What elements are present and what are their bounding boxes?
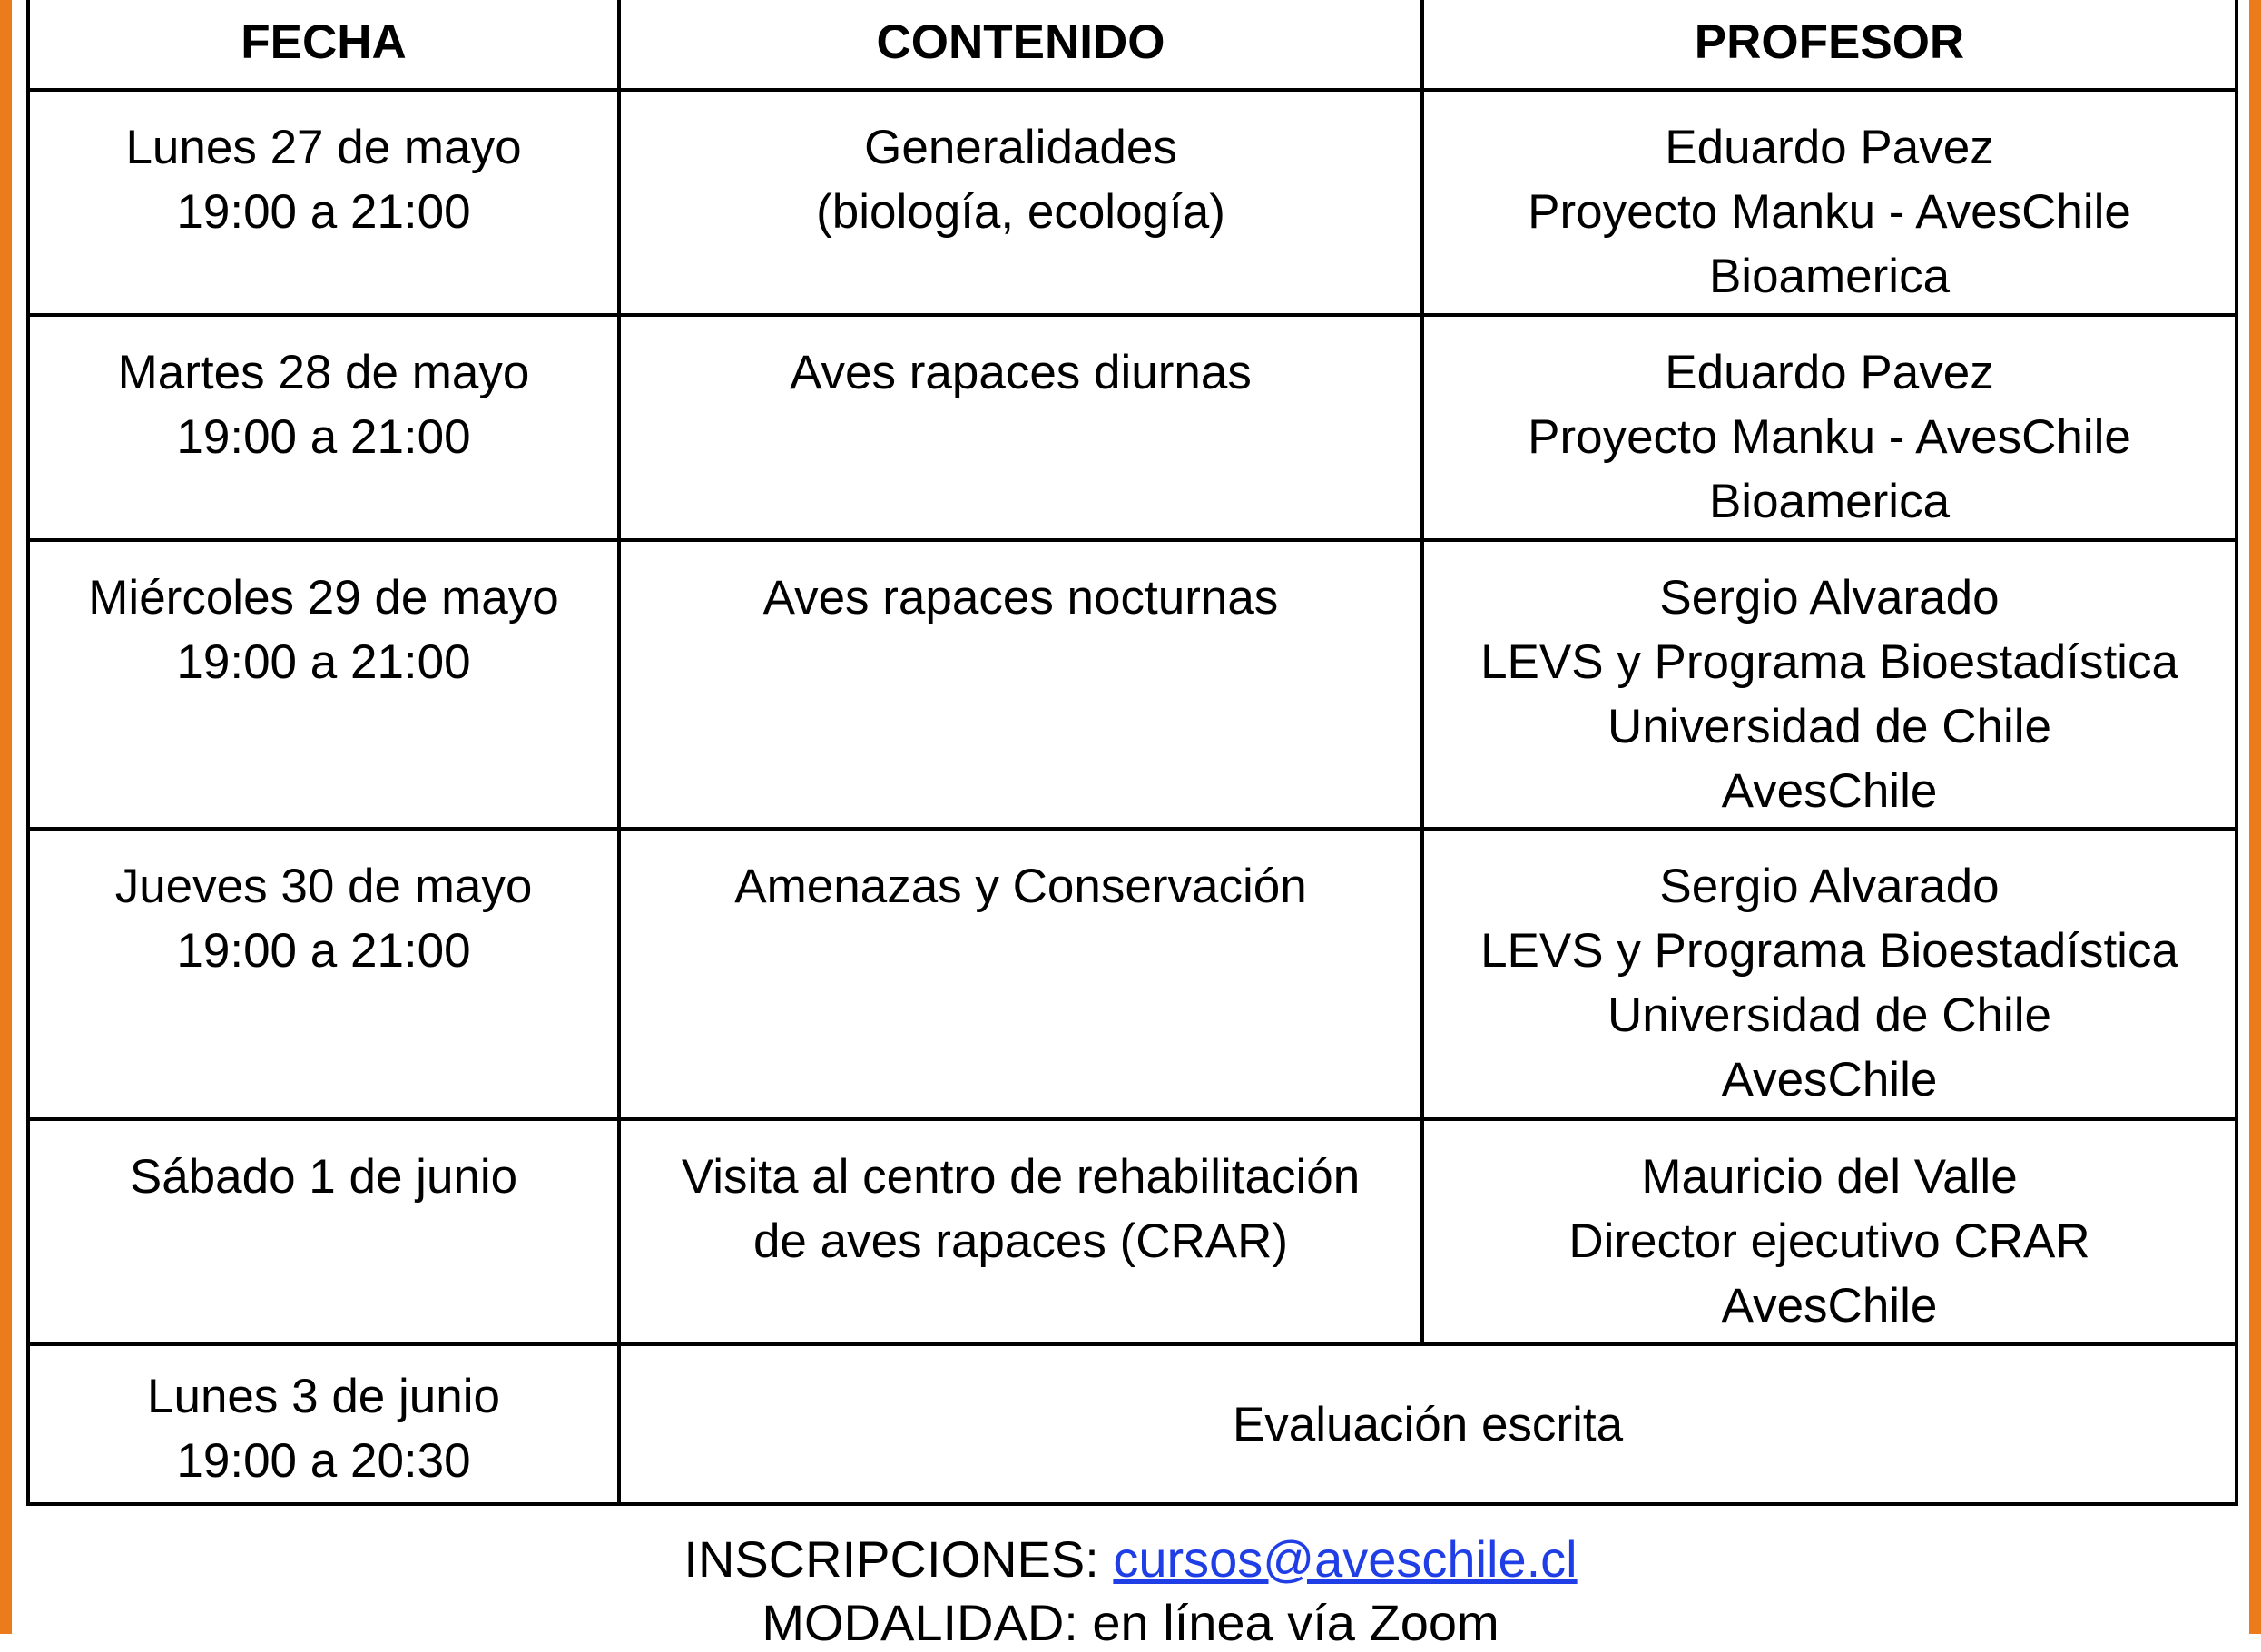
header-contenido: CONTENIDO xyxy=(619,0,1422,90)
contenido-line: Aves rapaces nocturnas xyxy=(762,571,1279,624)
profesor-line: LEVS y Programa Bioestadística xyxy=(1480,924,2178,978)
profesor-line: Director ejecutivo CRAR xyxy=(1568,1214,2090,1268)
profesor-line: Proyecto Manku - AvesChile xyxy=(1528,185,2131,239)
fecha-line: Lunes 27 de mayo xyxy=(125,121,522,174)
fecha-line: Miércoles 29 de mayo xyxy=(88,571,559,624)
fecha-cell xyxy=(28,829,619,1119)
profesor-cell xyxy=(1422,315,2236,540)
contenido-cell xyxy=(619,829,1422,1119)
profesor-cell xyxy=(1422,540,2236,829)
contenido-cell xyxy=(619,540,1422,829)
contenido-line: Evaluación escrita xyxy=(1232,1397,1624,1451)
fecha-line: Martes 28 de mayo xyxy=(117,346,530,399)
contenido-line: (biología, ecología) xyxy=(816,185,1225,239)
profesor-line: Mauricio del Valle xyxy=(1641,1150,2018,1204)
header-profesor: PROFESOR xyxy=(1422,0,2236,90)
fecha-line: 19:00 a 21:00 xyxy=(176,410,471,464)
fecha-line: 19:00 a 21:00 xyxy=(176,185,471,239)
fecha-cell xyxy=(28,1344,619,1504)
header-row xyxy=(28,0,2236,90)
table-row xyxy=(28,829,2236,1119)
fecha-line: 19:00 a 21:00 xyxy=(176,635,471,689)
profesor-line: Universidad de Chile xyxy=(1607,700,2052,753)
table-row xyxy=(28,315,2236,540)
profesor-line: LEVS y Programa Bioestadística xyxy=(1480,635,2178,689)
profesor-cell xyxy=(1422,1119,2236,1344)
contenido-line: Aves rapaces diurnas xyxy=(790,346,1252,399)
fecha-line: Jueves 30 de mayo xyxy=(114,860,533,913)
contenido-line: de aves rapaces (CRAR) xyxy=(752,1214,1289,1268)
fecha-line: Sábado 1 de junio xyxy=(129,1150,518,1204)
fecha-line: Lunes 3 de junio xyxy=(147,1370,500,1423)
profesor-line: Eduardo Pavez xyxy=(1665,346,1994,399)
contenido-line: Generalidades xyxy=(864,121,1177,174)
fecha-cell xyxy=(28,1119,619,1344)
header-fecha: FECHA xyxy=(28,0,619,90)
profesor-line: Sergio Alvarado xyxy=(1659,571,2000,624)
profesor-cell xyxy=(1422,90,2236,315)
profesor-cell xyxy=(1422,829,2236,1119)
profesor-line: Eduardo Pavez xyxy=(1665,121,1994,174)
profesor-line: Bioamerica xyxy=(1708,250,1951,303)
profesor-line: AvesChile xyxy=(1721,1279,1938,1332)
contenido-cell xyxy=(619,315,1422,540)
table-row xyxy=(28,1344,2236,1504)
evaluacion-cell xyxy=(619,1344,2236,1504)
profesor-line: AvesChile xyxy=(1721,764,1938,818)
profesor-line: AvesChile xyxy=(1721,1053,1938,1106)
inscripciones-label: INSCRIPCIONES: xyxy=(683,1530,1114,1588)
contenido-line: Visita al centro de rehabilitación xyxy=(681,1150,1361,1204)
table-row xyxy=(28,540,2236,829)
inscripciones-line xyxy=(0,1529,2261,1588)
fecha-cell xyxy=(28,540,619,829)
email-link[interactable]: cursos@aveschile.cl xyxy=(1113,1530,1578,1588)
profesor-line: Bioamerica xyxy=(1708,475,1951,528)
contenido-cell xyxy=(619,1119,1422,1344)
right-orange-border xyxy=(2249,0,2261,1634)
schedule-table xyxy=(26,0,2238,1506)
left-orange-border xyxy=(0,0,12,1634)
profesor-line: Universidad de Chile xyxy=(1607,988,2052,1042)
profesor-line: Sergio Alvarado xyxy=(1659,860,2000,913)
fecha-line: 19:00 a 21:00 xyxy=(176,924,471,978)
fecha-cell xyxy=(28,90,619,315)
fecha-cell xyxy=(28,315,619,540)
fecha-line: 19:00 a 20:30 xyxy=(176,1434,471,1488)
table-row xyxy=(28,1119,2236,1344)
contenido-cell xyxy=(619,90,1422,315)
table-row xyxy=(28,90,2236,315)
profesor-line: Proyecto Manku - AvesChile xyxy=(1528,410,2131,464)
modalidad-line: MODALIDAD: en línea vía Zoom xyxy=(762,1594,1499,1651)
contenido-line: Amenazas y Conservación xyxy=(734,860,1307,913)
